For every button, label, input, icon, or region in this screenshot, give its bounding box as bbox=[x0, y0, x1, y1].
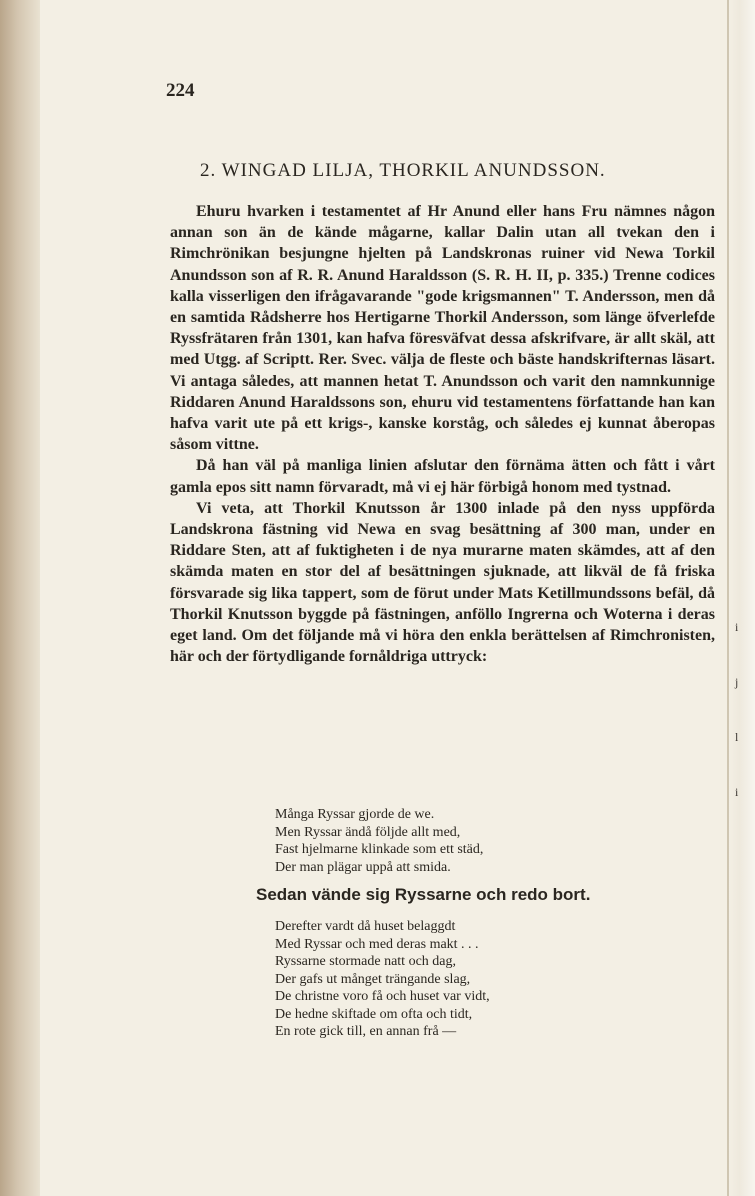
verse-line: Fast hjelmarne klinkade som ett städ, bbox=[275, 842, 484, 857]
margin-mark: l bbox=[735, 730, 739, 744]
body-text bbox=[170, 201, 715, 667]
paragraph: Vi veta, att Thorkil Knutsson år 1300 inlade på den nyss uppförda Landskrona fästning vid Newa en svag besättning af 300 man, under en Riddare Sten, att af fuktigheten i de nya murarne maten skämdes, att af den skämda maten en stor del af besättningen sjuknade, att likväl de få friska försvarade sig lika tappert, som de förut under Mats Ketillmundssons befäl, då Thorkil Knutsson byggde på fästningen, anföllo Ingrerna och Woterna i deras eget land. Om det följande må vi höra den enkla berättelsen af Rimchronisten, här och der förtydligande fornåldriga uttryck: bbox=[170, 499, 715, 666]
book-page bbox=[40, 0, 729, 1196]
margin-mark: i bbox=[735, 620, 739, 634]
facing-page-margin-marks bbox=[735, 620, 751, 840]
verse-line: Derefter vardt då huset belaggdt bbox=[275, 919, 456, 934]
paragraph: Då han väl på manliga linien afslutar den förnäma ätten och fått i vårt gamla epos sitt namn förvaradt, må vi ej här förbigå honom med tystnad. bbox=[170, 457, 715, 496]
verse-block-1 bbox=[275, 806, 483, 876]
section-heading: 2. WINGAD LILJA, THORKIL ANUNDSSON. bbox=[200, 160, 606, 181]
page-number: 224 bbox=[166, 80, 195, 101]
book-spine-shadow bbox=[0, 0, 40, 1196]
verse-line: Ryssarne stormade natt och dag, bbox=[275, 954, 457, 969]
margin-mark: i bbox=[735, 785, 739, 799]
verse-line: En rote gick till, en annan frå — bbox=[275, 1024, 457, 1039]
verse-line: Men Ryssar ändå följde allt med, bbox=[275, 824, 461, 840]
verse-line: Der man plägar uppå att smida. bbox=[275, 859, 451, 875]
next-page-edge bbox=[727, 0, 755, 1196]
verse-line: De hedne skiftade om ofta och tidt, bbox=[275, 1006, 473, 1022]
paragraph: Ehuru hvarken i testamentet af Hr Anund eller hans Fru nämnes någon annan son än de kände mågarne, kallar Dalin utan all tvekan den i Rimchrönikan besjungne hjelten på Landskronas ruiner vid Newa Torkil Anundsson son af R. R. Anund Haraldsson (S. R. H. II, p. 335.) Trenne codices kalla visserligen den ifrågavarande "gode krigsmannen" T. Andersson, men då en samtida Rådsherre hos Hertigarne Thorkil Andersson, som länge öfverlefde Ryssfrätaren från 1301, kan hafva föresväfvat dessa afskrifvare, är allt skäl, att med Utgg. af Scriptt. Rer. Svec. välja de fleste och bäste handskrifternas läsart. Vi antaga således, att mannen hetat T. Anundsson och varit den namnkunnige Riddaren Anund Haraldssons son, ehuru vid testamentens författande han kan hafva varit ute på ett krigs-, kanske korståg, och således ej kunnat åberopas såsom vittne. bbox=[170, 203, 715, 454]
verse-block-2 bbox=[275, 918, 490, 1041]
verse-line: Med Ryssar och med deras makt . . . bbox=[275, 936, 479, 952]
verse-line: Der gafs ut månget trängande slag, bbox=[275, 971, 471, 987]
narration-line: Sedan vände sig Ryssarne och redo bort. bbox=[256, 885, 591, 904]
verse-line: De christne voro få och huset var vidt, bbox=[275, 989, 490, 1004]
verse-line: Många Ryssar gjorde de we. bbox=[275, 807, 435, 822]
margin-mark: j bbox=[735, 675, 739, 689]
